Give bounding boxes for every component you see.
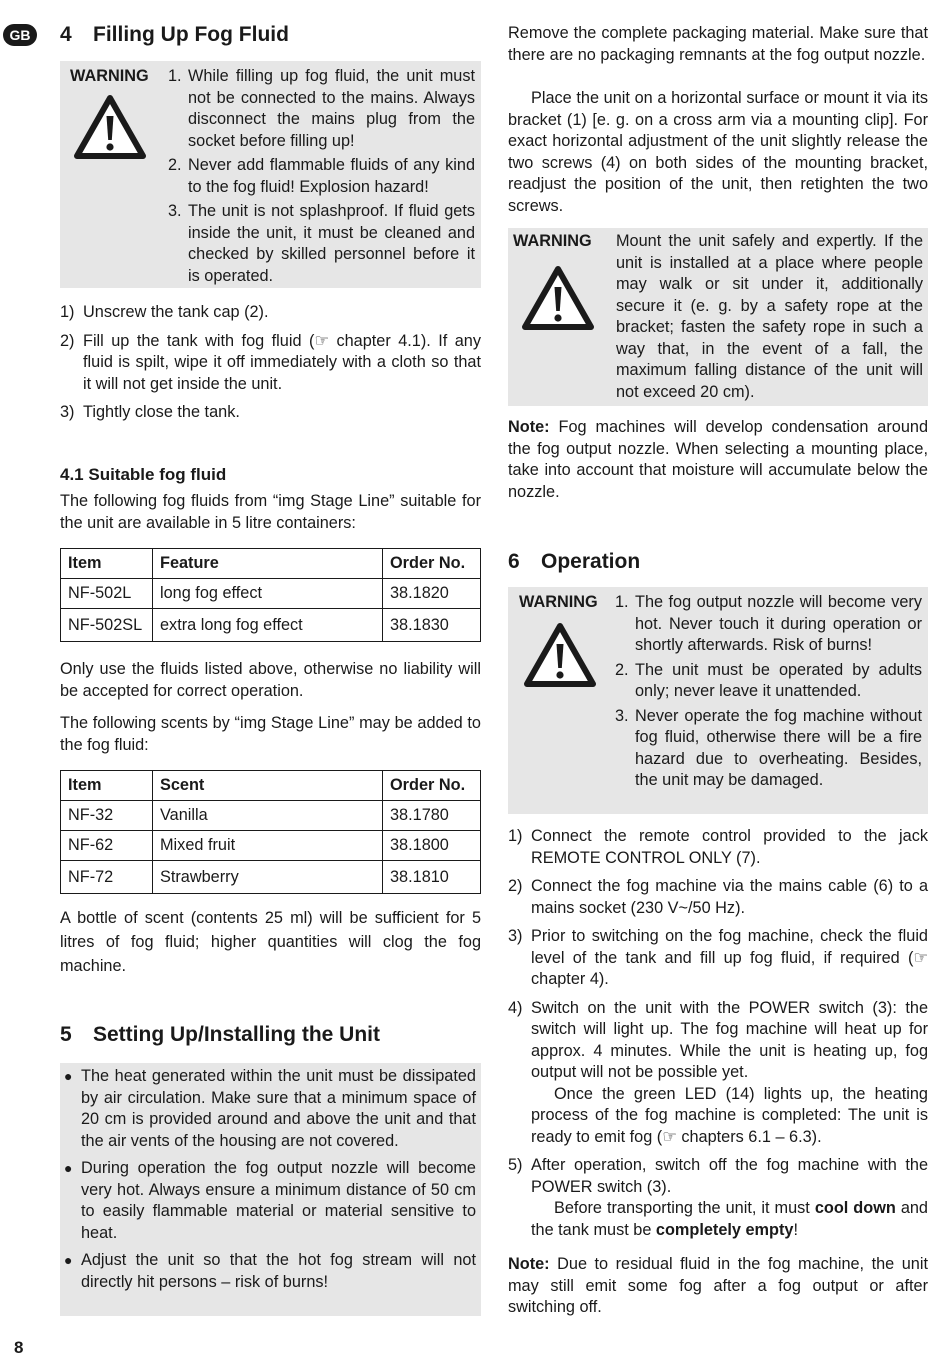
- bullet-item: ● Adjust the unit so that the hot fog stream will not directly hit persons – risk of burns!: [64, 1250, 476, 1293]
- table-cell: 38.1820: [383, 579, 481, 609]
- table-row: [61, 801, 481, 831]
- bullet-dot-icon: ●: [64, 1068, 73, 1084]
- warning-item: 1. While filling up fog fluid, the unit must not be connected to the mains. Always disconnect the mains plug from the socket before filling up!: [168, 67, 475, 150]
- section-4-heading: [60, 22, 289, 48]
- note-label: Note:: [508, 418, 550, 436]
- fog-fluid-table: [60, 548, 481, 642]
- table-cell: 38.1830: [383, 609, 481, 642]
- section-title: Filling Up Fog Fluid: [93, 23, 289, 46]
- note-text: Fog machines will develop condensation around the fog output nozzle. When selecting a mounting place, take into account that moisture will accumulate below the nozzle.: [508, 418, 928, 501]
- table-cell: NF-502SL: [61, 609, 153, 642]
- table-cell: 38.1800: [383, 831, 481, 861]
- scent-table: [60, 770, 481, 894]
- setup-bullets-box: [60, 1063, 481, 1316]
- table-row: [61, 609, 481, 642]
- fluids-intro: The following fog fluids from “img Stage Line” suitable for the unit are available in 5 litre containers:: [60, 492, 481, 532]
- table-cell: NF-32: [61, 801, 153, 831]
- warning-label: WARNING: [70, 67, 149, 85]
- residual-fog-note: [508, 1254, 928, 1319]
- warning-triangle-icon: [523, 622, 597, 688]
- warning-item: 2. The unit must be operated by adults only; never leave it unattended.: [615, 660, 922, 700]
- table-cell: NF-72: [61, 861, 153, 894]
- warning-triangle-icon: [521, 265, 595, 331]
- language-badge: GB: [3, 24, 37, 46]
- mounting-warning-text: Mount the unit safely and expertly. If the unit is installed at a place where people may walk or sit under it, additionally secure it (e. g. by a safety rope at the bracket; fasten the safety rope in such a way that, in the event of a fall, the maximum falling distance of the unit will not exceed 20 cm).: [616, 232, 923, 401]
- page-number: 8: [14, 1338, 24, 1357]
- table-cell: extra long fog effect: [153, 609, 383, 642]
- warning-label: WARNING: [513, 232, 592, 250]
- table-cell: Mixed fruit: [153, 831, 383, 861]
- warning-triangle-icon: [73, 94, 147, 160]
- warning-box-mounting: [508, 228, 928, 406]
- step-item: 3) Prior to switching on the fog machine, check the fluid level of the tank and fill up fog fluid, if required (☞ chapter 4).: [508, 927, 928, 988]
- table-header-row: [61, 771, 481, 801]
- note-label: Note:: [508, 1255, 550, 1273]
- column-header: Item: [61, 549, 153, 579]
- bullet-item: ● The heat generated within the unit must be dissipated by air circulation. Make sure that a minimum space of 20 cm is provided around and above the unit and that the air vents of the housing are not covered.: [64, 1066, 476, 1152]
- column-header: Order No.: [383, 549, 481, 579]
- operation-steps: [508, 826, 928, 1241]
- step-item: 4) Switch on the unit with the POWER switch (3): the switch will light up. The fog machine will heat up for approx. 4 minutes. While the unit is heating up, fog output will not be possible yet. Once the green LED (14) lights up, the heating process of the fog machine is completed: The unit is ready to emit fog (☞ chapters 6.1 – 6.3).: [508, 998, 928, 1146]
- column-header: Order No.: [383, 771, 481, 801]
- warning-box-filling: [60, 61, 481, 288]
- warning-box-operation: [508, 587, 928, 814]
- column-header: Feature: [153, 549, 383, 579]
- step-item: 1) Unscrew the tank cap (2).: [60, 303, 269, 321]
- table-cell: Strawberry: [153, 861, 383, 894]
- step-item: 2) Fill up the tank with fog fluid (☞ chapter 4.1). If any fluid is spilt, wipe it off immediately with a cloth so that it will not get inside the unit.: [60, 331, 481, 393]
- warning-item: 3. The unit is not splashproof. If fluid gets inside the unit, it must be cleaned and checked by skilled personnel before it is operated.: [168, 202, 475, 285]
- table-cell: 38.1780: [383, 801, 481, 831]
- note-text: Due to residual fluid in the fog machine, the unit may still emit some fog after a fog output or after switching off.: [508, 1255, 928, 1316]
- placement-paragraph: Place the unit on a horizontal surface or mount it via its bracket (1) [e. g. on a cross arm via a mounting clip]. For exact horizontal adjustment of the unit slightly release the two screws (4) on both sides of the mounting bracket, readjust the position of the unit, then retighten the two screws.: [508, 89, 928, 215]
- bullet-dot-icon: ●: [64, 1252, 73, 1268]
- table-cell: Vanilla: [153, 801, 383, 831]
- fluids-only-note: Only use the fluids listed above, otherwise no liability will be accepted for correct operation.: [60, 660, 481, 700]
- bullet-dot-icon: ●: [64, 1160, 73, 1176]
- step-item: 5) After operation, switch off the fog machine with the POWER switch (3). Before transporting the unit, it must cool down and the tank must be completely empty!: [508, 1156, 928, 1239]
- warning-item: 3. Never operate the fog machine without fog fluid, otherwise there will be a fire hazard due to overheating. Besides, the unit may be damaged.: [615, 706, 922, 789]
- scents-intro: The following scents by “img Stage Line” may be added to the fog fluid:: [60, 714, 481, 754]
- section-5-heading: [60, 1022, 380, 1048]
- step-item: 2) Connect the fog machine via the mains cable (6) to a mains socket (230 V~/50 Hz).: [508, 877, 928, 917]
- step-item: 3) Tightly close the tank.: [60, 403, 240, 421]
- packaging-paragraph: Remove the complete packaging material. Make sure that there are no packaging remnants at the fog output nozzle.: [508, 24, 928, 64]
- section-title: Setting Up/Installing the Unit: [93, 1023, 380, 1046]
- section-6-heading: [508, 549, 640, 575]
- subsection-4-1-heading: 4.1 Suitable fog fluid: [60, 465, 227, 484]
- filling-steps: [60, 302, 481, 424]
- warning-item: 2. Never add flammable fluids of any kind to the fog fluid! Explosion hazard!: [168, 156, 475, 196]
- section-number: 6: [508, 550, 520, 573]
- section-number: 5: [60, 1023, 72, 1046]
- warning-item: 1. The fog output nozzle will become very hot. Never touch it during operation or shortly afterwards. Risk of burns!: [615, 593, 922, 654]
- table-cell: NF-502L: [61, 579, 153, 609]
- warning-label: WARNING: [519, 593, 598, 611]
- condensation-note: [508, 417, 928, 503]
- section-title: Operation: [541, 550, 641, 573]
- bullet-item: ● During operation the fog output nozzle will become very hot. Always ensure a minimum distance of 50 cm to easily flammable material or material sensitive to heat.: [64, 1158, 476, 1244]
- table-cell: NF-62: [61, 831, 153, 861]
- table-cell: 38.1810: [383, 861, 481, 894]
- table-row: [61, 579, 481, 609]
- warning-list: [615, 592, 922, 795]
- table-row: [61, 831, 481, 861]
- warning-list: [168, 66, 475, 290]
- table-header-row: [61, 549, 481, 579]
- setup-bullet-list: [64, 1066, 476, 1299]
- step-item: 1) Connect the remote control provided to the jack REMOTE CONTROL ONLY (7).: [508, 827, 928, 867]
- section-number: 4: [60, 23, 72, 46]
- column-header: Item: [61, 771, 153, 801]
- scent-bottle-note: A bottle of scent (contents 25 ml) will be sufficient for 5 litres of fog fluid; higher quantities will clog the fog machine.: [60, 909, 481, 975]
- column-header: Scent: [153, 771, 383, 801]
- table-row: [61, 861, 481, 894]
- table-cell: long fog effect: [153, 579, 383, 609]
